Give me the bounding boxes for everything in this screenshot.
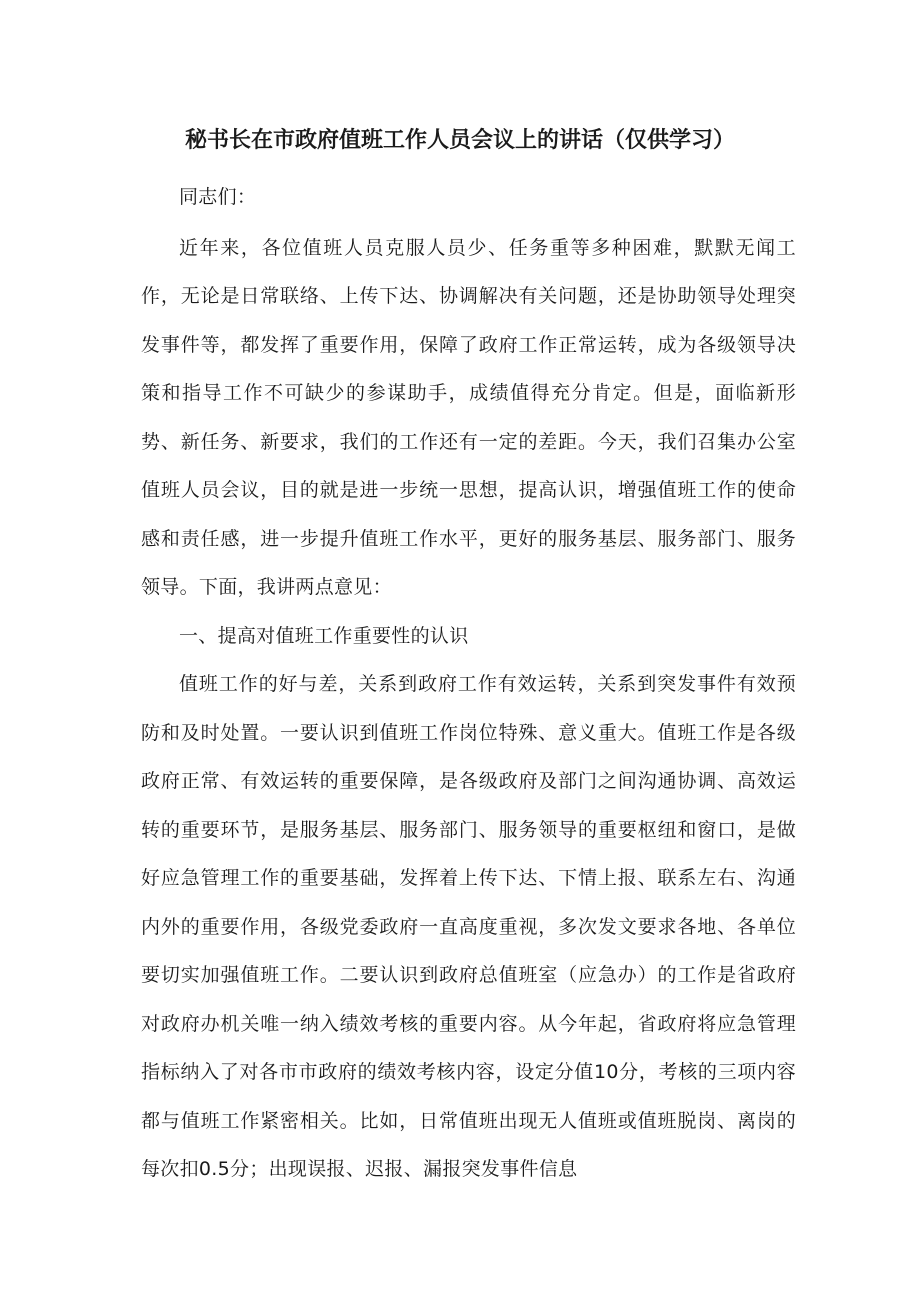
document-body	[141, 173, 796, 1194]
salutation: 同志们：	[179, 186, 257, 208]
paragraph-intro: 近年来，各位值班人员克服人员少、任务重等多种困难，默默无闻工作，无论是日常联络、上传下达、协调解决有关问题，还是协助领导处理突发事件等，都发挥了重要作用，保障了政府工作正常运转，成为各级领导决策和指导工作不可缺少的参谋助手，成绩值得充分肯定。但是，面临新形势、新任务、新要求，我们的工作还有一定的差距。今天，我们召集办公室值班人员会议，目的就是进一步统一思想，提高认识，增强值班工作的使命感和责任感，进一步提升值班工作水平，更好的服务基层、服务部门、服务领导。下面，我讲两点意见：	[141, 236, 796, 598]
document-title: 秘书长在市政府值班工作人员会议上的讲话（仅供学习）	[184, 128, 735, 153]
paragraph-section-1: 值班工作的好与差，关系到政府工作有效运转，关系到突发事件有效预防和及时处置。一要认识到值班工作岗位特殊、意义重大。值班工作是各级政府正常、有效运转的重要保障，是各级政府及部门之间沟通协调、高效运转的重要环节，是服务基层、服务部门、服务领导的重要枢纽和窗口，是做好应急管理工作的重要基础，发挥着上传下达、下情上报、联系左右、沟通内外的重要作用，各级党委政府一直高度重视，多次发文要求各地、各单位要切实加强值班工作。二要认识到政府总值班室（应急办）的工作是省政府对政府办机关唯一纳入绩效考核的重要内容。从今年起，省政府将应急管理指标纳入了对各市市政府的绩效考核内容，设定分值10分，考核的三项内容都与值班工作紧密相关。比如，日常值班出现无人值班或值班脱岗、离岗的每次扣0.5分；出现误报、迟报、漏报突发事件信息	[141, 673, 796, 1180]
section-heading-1: 一、提高对值班工作重要性的认识	[179, 624, 469, 647]
